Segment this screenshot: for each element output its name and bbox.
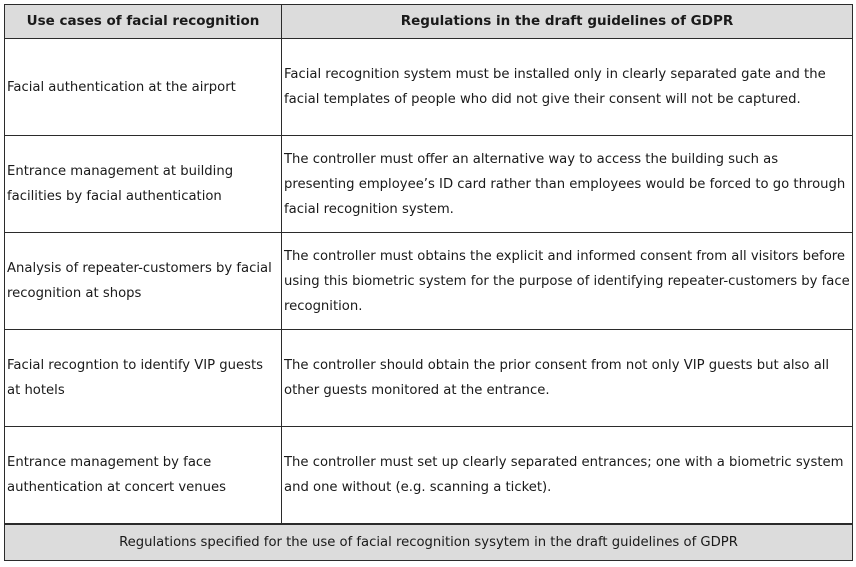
table-caption: Regulations specified for the use of facial recognition sysytem in the draft guidelines of GDPR — [5, 524, 853, 561]
use-case-cell: Facial recogntion to identify VIP guests at hotels — [5, 330, 282, 427]
table-row — [5, 39, 853, 136]
regulation-cell: The controller must set up clearly separated entrances; one with a biometric system and one without (e.g. scanning a ticket). — [282, 427, 853, 525]
regulation-cell: The controller must obtains the explicit and informed consent from all visitors before using this biometric system for the purpose of identifying repeater-customers by face recognition. — [282, 233, 853, 330]
table-row — [5, 427, 853, 525]
header-use-cases: Use cases of facial recognition — [5, 5, 282, 39]
regulation-cell: The controller must offer an alternative way to access the building such as presenting employee’s ID card rather than employees would be forced to go through facial recognition system. — [282, 136, 853, 233]
table-row — [5, 136, 853, 233]
table-row — [5, 233, 853, 330]
gdpr-facial-recognition-table — [4, 4, 853, 561]
regulation-cell: The controller should obtain the prior consent from not only VIP guests but also all other guests monitored at the entrance. — [282, 330, 853, 427]
regulation-cell: Facial recognition system must be installed only in clearly separated gate and the facial templates of people who did not give their consent will not be captured. — [282, 39, 853, 136]
use-case-cell: Facial authentication at the airport — [5, 39, 282, 136]
header-regulations: Regulations in the draft guidelines of GDPR — [282, 5, 853, 39]
table-caption-row — [5, 524, 853, 561]
table-header-row — [5, 5, 853, 39]
use-case-cell: Analysis of repeater-customers by facial recognition at shops — [5, 233, 282, 330]
gdpr-table-container — [4, 4, 852, 561]
use-case-cell: Entrance management at building facilities by facial authentication — [5, 136, 282, 233]
table-row — [5, 330, 853, 427]
use-case-cell: Entrance management by face authentication at concert venues — [5, 427, 282, 525]
